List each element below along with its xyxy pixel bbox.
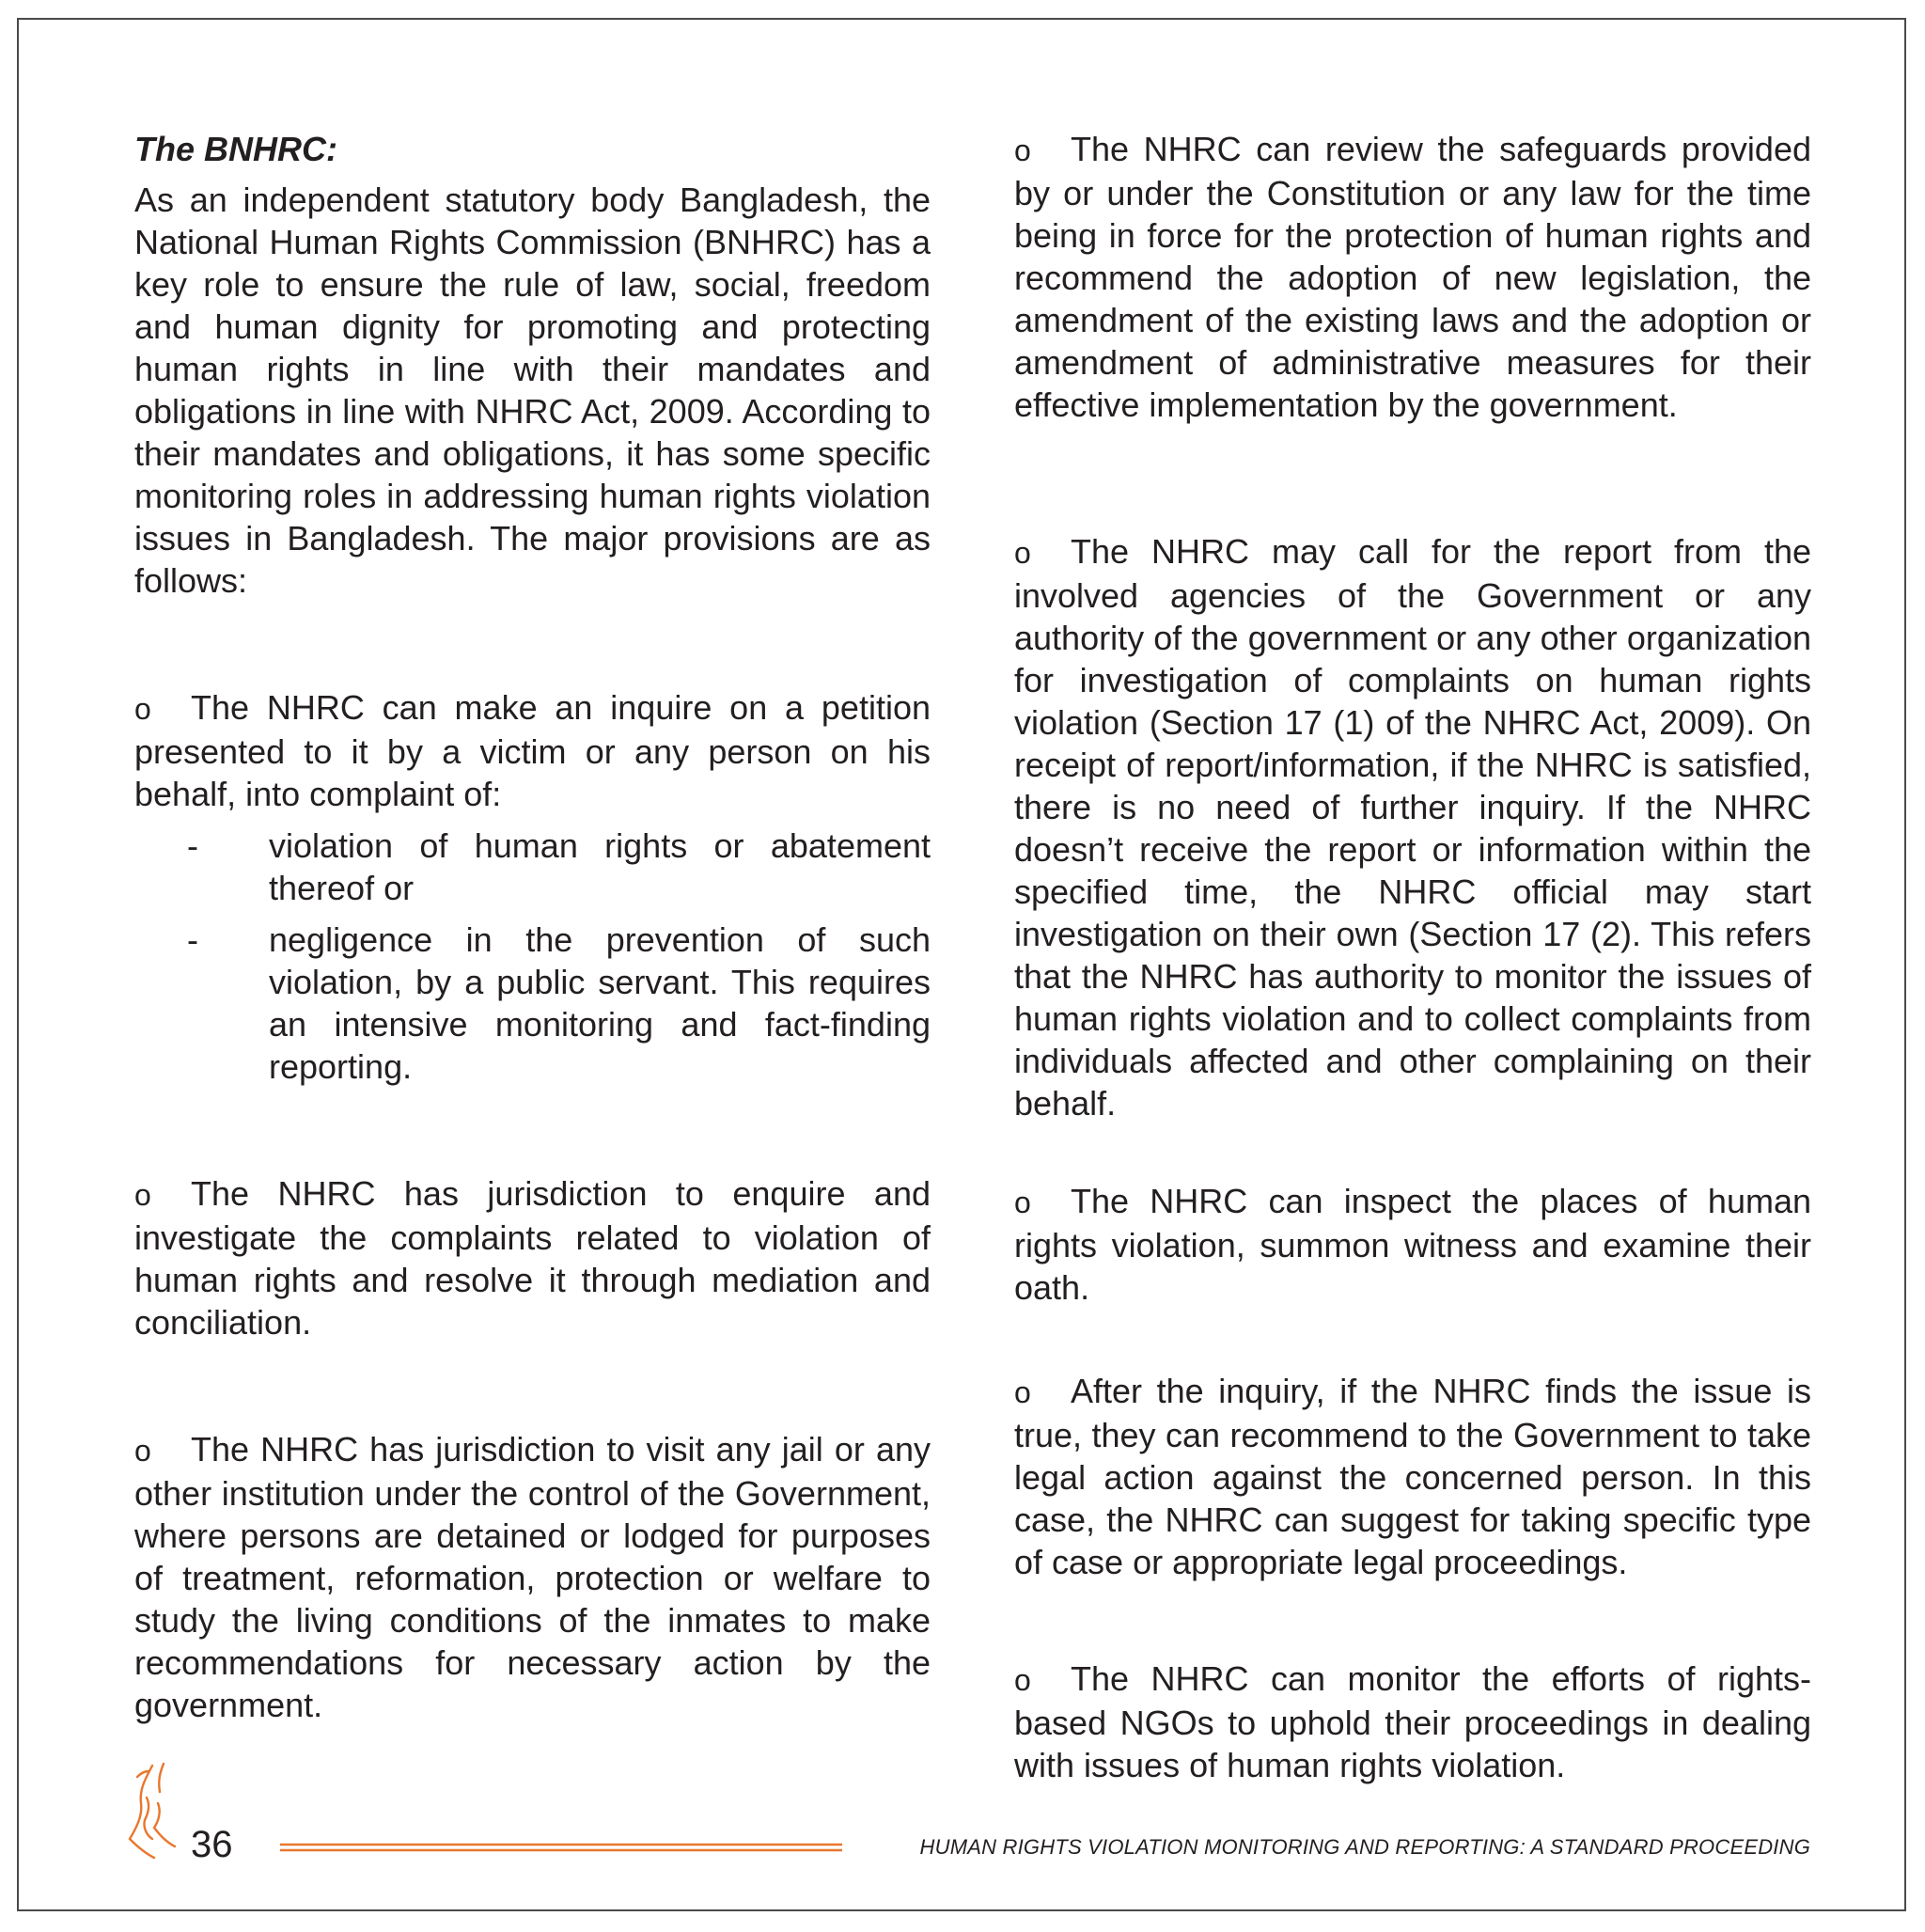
bullet-marker: o [134,1434,151,1468]
right-bullet-2-text: The NHRC may call for the report from the involved agencies of the Government or any authority of the government or any other organization for investigation of complaints on human rights violation (Section 17 (1) of the NHRC Act, 2009). On receipt of report/information, if the NHRC is satisfied, there is no need of further inquiry. If the NHRC doesn’t receive the report or information within the specified time, the NHRC official may start investigation on their own (Section 17 (2). This refers that the NHRC has authority to monitor the issues of human rights violation and to collect complaints from individuals affected and other complaining on their behalf. [1014,532,1811,1123]
intro-paragraph: As an independent statutory body Bangladesh, the National Human Rights Commission (BNHRC) has a key role to ensure the rule of law, social, freedom and human dignity for promoting and protecting human rights in line with their mandates and obligations in line with NHRC Act, 2009. According to their mandates and obligations, it has some specific monitoring roles in addressing human rights violation issues in Bangladesh. The major provisions are as follows: [134,181,931,600]
dash-marker: - [187,826,198,865]
right-bullet-4-text: After the inquiry, if the NHRC finds the issue is true, they can recommend to the Government to take legal action against the concerned person. In this case, the NHRC can suggest for taking specific type of case or appropriate legal proceedings. [1014,1372,1811,1581]
right-bullet-3-text: The NHRC can inspect the places of human rights violation, summon witness and examine their oath. [1014,1182,1811,1307]
right-bullet-5-text: The NHRC can monitor the efforts of rights-based NGOs to uphold their proceedings in dealing with issues of human rights violation. [1014,1659,1811,1784]
running-footer-title: HUMAN RIGHTS VIOLATION MONITORING AND REPORTING: A STANDARD PROCEEDING [919,1835,1810,1859]
bullet-marker: o [1014,1186,1031,1219]
right-column [1014,128,1811,1786]
right-bullet-2 [1014,530,1811,1124]
page-number: 36 [191,1824,233,1865]
sub-item-text: violation of human rights or abatement thereof or [269,826,931,907]
bullet-marker: o [1014,1375,1031,1409]
left-bullet-3 [134,1428,931,1726]
bullet-marker: o [134,692,151,726]
section-heading: The BNHRC: [134,130,337,168]
publisher-logo-icon [126,1760,192,1863]
right-bullet-4 [1014,1370,1811,1583]
bullet-marker: o [1014,1663,1031,1697]
right-bullet-1 [1014,128,1811,426]
left-bullet-1-text: The NHRC can make an inquire on a petition presented to it by a victim or any person on his behalf, into complaint of: [134,688,931,813]
left-bullet-2 [134,1172,931,1343]
sub-item [134,919,931,1088]
right-bullet-5 [1014,1657,1811,1786]
left-bullet-1 [134,686,931,815]
sub-item-text: negligence in the prevention of such violation, by a public servant. This requires an intensive monitoring and fact-finding reporting. [269,920,931,1086]
bullet-marker: o [1014,536,1031,570]
left-bullet-2-text: The NHRC has jurisdiction to enquire and investigate the complaints related to violation of human rights and resolve it through mediation and conciliation. [134,1174,931,1342]
sub-item [134,825,931,909]
right-bullet-3 [1014,1180,1811,1309]
bullet-marker: o [1014,134,1031,167]
footer-rule [280,1841,842,1854]
bullet-marker: o [134,1178,151,1212]
dash-marker: - [187,920,198,959]
left-column [134,128,931,1726]
left-bullet-3-text: The NHRC has jurisdiction to visit any jail or any other institution under the control of the Government, where persons are detained or lodged for purposes of treatment, reformation, protection or welfare to study the living conditions of the inmates to make recommendations for necessary action by the government. [134,1430,931,1724]
right-bullet-1-text: The NHRC can review the safeguards provided by or under the Constitution or any law for the time being in force for the protection of human rights and recommend the adoption of new legislation, the amendment of the existing laws and the adoption or amendment of administrative measures for their effective implementation by the government. [1014,130,1811,424]
